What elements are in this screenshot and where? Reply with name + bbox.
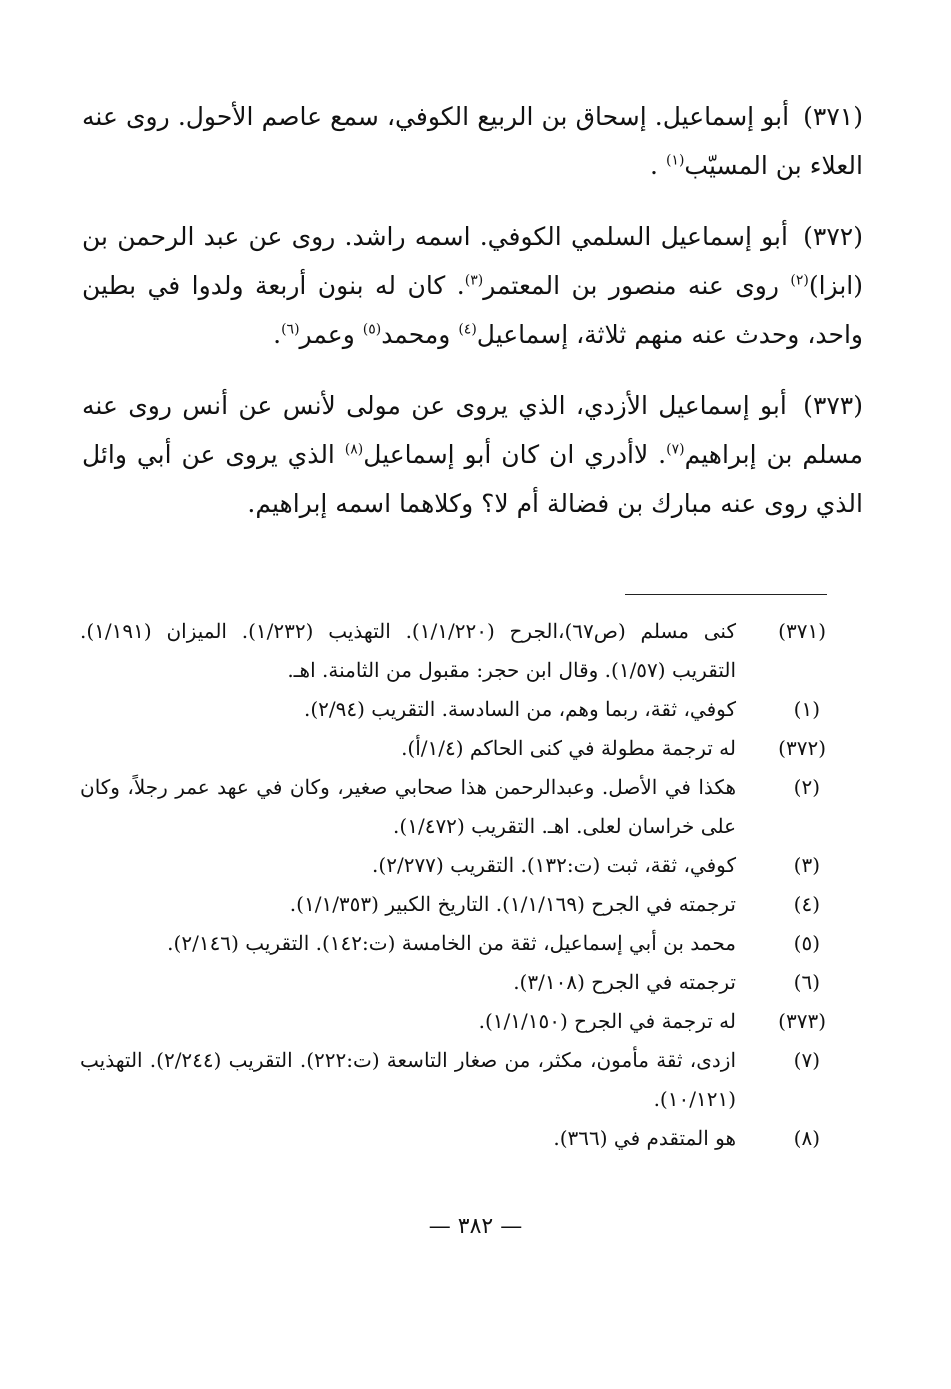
entry-text: روى عنه منصور بن المعتمر [483,271,791,300]
footnote-ref: (٣٧١) [778,619,826,643]
entry-text: وعمر [299,320,363,349]
footnote-text: ازدى، ثقة مأمون، مكثر، من صغار التاسعة (ت:٢٢٢). التقريب (٢/٢٤٤). التهذيب (١٠/١٢١). [80,1048,736,1111]
footnote-text: كوفي، ثقة، ثبت (ت:١٣٢). التقريب (٢/٢٧٧). [372,853,736,877]
footnote-ref: (٥) [793,931,820,955]
footnote-ref: (٧) [793,1048,820,1072]
footnote-marker: (١) [665,152,685,169]
footnote-ref: (١) [793,697,820,721]
entry-text: أبو إسماعيل السلمي الكوفي. اسمه راشد. روى عن عبد الرحمن بن (ابزا) [82,222,863,300]
footnote [80,1041,826,1119]
footnote [80,690,826,729]
footnote-marker: (٥) [362,321,382,338]
footnote-text: كوفي، ثقة، ربما وهم، من السادسة. التقريب (٢/٩٤). [303,697,736,721]
page-number: — ٣٨٢ — [428,1214,523,1239]
entry-text: ومحمد [381,320,459,349]
entry-text: أبو إسماعيل الأزدي، الذي يروى عن مولى لأنس عن أنس روى عنه مسلم بن إبراهيم [82,391,864,469]
footnote-marker: (٢) [790,272,809,289]
footnote-ref: (٨) [793,1126,820,1150]
footnote [80,1119,826,1158]
footnote-text: محمد بن أبي إسماعيل، ثقة من الخامسة (ت:١٤٢). التقريب (٢/١٤٦). [167,931,736,955]
footnote-marker: (٤) [458,321,477,338]
footnote [80,846,826,885]
footnote-text: له ترجمة في الجرح (١/١/١٥٠). [478,1009,736,1033]
footnote-marker: (٣) [464,272,484,289]
footnote [80,885,826,924]
footnote-separator [625,594,827,595]
footnote-ref: (٣) [793,853,820,877]
footnote-ref: (٦) [793,970,820,994]
footnote-text: له ترجمة مطولة في كنى الحاكم (١/٤/أ). [401,736,736,760]
footnote-text: كنى مسلم (ص٦٧)،الجرح (١/١/٢٢٠). التهذيب (١/٢٣٢). الميزان (١/١٩١). التقريب (١/٥٧). وقال ابن حجر: مقبول من الثامنة. اهـ. [80,619,736,682]
entry-text: . لاأدري ان كان أبو إسماعيل [363,440,667,469]
entry-number: (٣٧٢) [803,222,863,251]
footnote [80,612,826,690]
footnote [80,924,826,963]
entry-text: . كان له بنون أربعة ولدوا في بطين واحد، وحدث عنه منهم ثلاثة، إسماعيل [82,271,863,349]
footnote-ref: (٣٧٢) [778,736,826,760]
footnote-marker: (٦) [281,321,300,338]
footnote [80,1002,826,1041]
footnote [80,768,826,846]
footnotes [80,612,826,1158]
footnote [80,963,826,1002]
entry-text: . [650,151,666,180]
entry-number: (٣٧٣) [803,391,863,420]
footnote-text: هكذا في الأصل. وعبدالرحمن هذا صحابي صغير، وكان في عهد عمر رجلاً، وكان على خراسان لعلى. اهـ. التقريب (١/٤٧٢). [80,775,736,838]
footnote [80,729,826,768]
entry-text: الذي يروى عن أبي وائل الذي روى عنه مبارك بن فضالة أم لا؟ وكلاهما اسمه إبراهيم. [82,440,863,518]
entry-text: . [273,320,282,349]
footnote-ref: (٣٧٣) [778,1009,826,1033]
main-text [82,92,863,550]
entry-number: (٣٧١) [803,102,863,131]
entry-text: أبو إسماعيل. إسحاق بن الربيع الكوفي، سمع عاصم الأحول. روى عنه العلاء بن المسيّب [82,102,863,180]
footnote-text: ترجمته في الجرح (٣/١٠٨). [513,970,736,994]
footnote-ref: (٤) [793,892,820,916]
footnote-marker: (٨) [344,441,364,458]
entry [82,92,863,190]
entry [82,212,863,359]
footnote-text: ترجمته في الجرح (١/١/١٦٩). التاريخ الكبير (١/١/٣٥٣). [289,892,736,916]
footnote-ref: (٢) [793,775,820,799]
footnote-text: هو المتقدم في (٣٦٦). [553,1126,736,1150]
footnote-marker: (٧) [666,441,685,458]
entry [82,381,863,528]
